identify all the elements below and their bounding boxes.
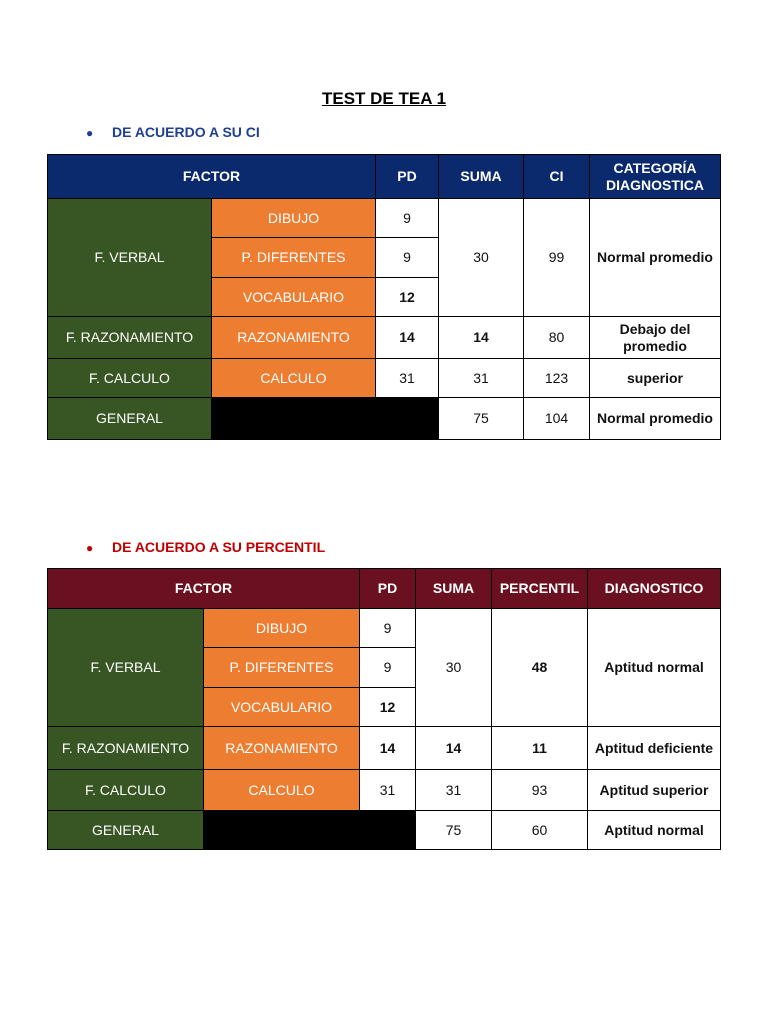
- pd-cell: 31: [360, 770, 416, 811]
- subfactor-cell: DIBUJO: [204, 609, 360, 648]
- factor-cell: F. VERBAL: [48, 199, 212, 317]
- header-suma: SUMA: [439, 155, 524, 199]
- suma-cell: 31: [416, 770, 492, 811]
- ci-cell: 99: [524, 199, 590, 317]
- bullet-icon: ●: [86, 126, 94, 140]
- table-row: [48, 359, 721, 398]
- suma-cell: 14: [416, 727, 492, 770]
- factor-cell: F. CALCULO: [48, 359, 212, 398]
- header-factor: FACTOR: [48, 155, 376, 199]
- diagnostico-cell: Aptitud normal: [588, 609, 721, 727]
- suma-cell: 31: [439, 359, 524, 398]
- ci-cell: 123: [524, 359, 590, 398]
- blank-black-cell: [204, 811, 416, 850]
- suma-cell: 14: [439, 317, 524, 359]
- header-pd: PD: [360, 569, 416, 609]
- header-pd: PD: [376, 155, 439, 199]
- subfactor-cell: RAZONAMIENTO: [204, 727, 360, 770]
- header-diagnostico: DIAGNOSTICO: [588, 569, 721, 609]
- factor-cell: GENERAL: [48, 811, 204, 850]
- diagnostico-cell: Aptitud deficiente: [588, 727, 721, 770]
- header-percentil: PERCENTIL: [492, 569, 588, 609]
- bullet-icon: ●: [86, 541, 94, 555]
- pd-cell: 9: [360, 609, 416, 648]
- percentil-cell: 93: [492, 770, 588, 811]
- category-cell: superior: [590, 359, 721, 398]
- header-categoria: CATEGORÍA DIAGNOSTICA: [590, 155, 721, 199]
- percentil-cell: 48: [492, 609, 588, 727]
- header-ci: CI: [524, 155, 590, 199]
- subfactor-cell: VOCABULARIO: [204, 688, 360, 727]
- page-title: TEST DE TEA 1: [321, 89, 447, 108]
- diagnostico-cell: Aptitud superior: [588, 770, 721, 811]
- ci-cell: 80: [524, 317, 590, 359]
- suma-cell: 30: [439, 199, 524, 317]
- percentil-cell: 11: [492, 727, 588, 770]
- ci-table: [47, 154, 721, 440]
- factor-cell: F. RAZONAMIENTO: [48, 727, 204, 770]
- factor-cell: GENERAL: [48, 398, 212, 440]
- table-row: [48, 398, 721, 440]
- subfactor-cell: VOCABULARIO: [212, 278, 376, 317]
- subfactor-cell: P. DIFERENTES: [204, 648, 360, 688]
- pd-cell: 9: [376, 238, 439, 278]
- table-row: [48, 199, 721, 238]
- table-row: [48, 811, 721, 850]
- suma-cell: 75: [416, 811, 492, 850]
- table-header-row: [48, 569, 721, 609]
- subfactor-cell: CALCULO: [204, 770, 360, 811]
- pd-cell: 31: [376, 359, 439, 398]
- section2-heading: [86, 539, 325, 555]
- suma-cell: 75: [439, 398, 524, 440]
- suma-cell: 30: [416, 609, 492, 727]
- pd-cell: 9: [376, 199, 439, 238]
- percentil-cell: 60: [492, 811, 588, 850]
- pd-cell: 14: [360, 727, 416, 770]
- pd-cell: 12: [376, 278, 439, 317]
- factor-cell: F. CALCULO: [48, 770, 204, 811]
- header-factor: FACTOR: [48, 569, 360, 609]
- section2-heading-text: DE ACUERDO A SU PERCENTIL: [112, 539, 326, 555]
- subfactor-cell: CALCULO: [212, 359, 376, 398]
- table-header-row: [48, 155, 721, 199]
- percentil-table: [47, 568, 721, 850]
- category-cell: Normal promedio: [590, 199, 721, 317]
- table-row: [48, 727, 721, 770]
- subfactor-cell: P. DIFERENTES: [212, 238, 376, 278]
- section1-heading: [86, 124, 260, 140]
- factor-cell: F. RAZONAMIENTO: [48, 317, 212, 359]
- table-row: [48, 317, 721, 359]
- factor-cell: F. VERBAL: [48, 609, 204, 727]
- category-cell: Debajo del promedio: [590, 317, 721, 359]
- table-row: [48, 770, 721, 811]
- diagnostico-cell: Aptitud normal: [588, 811, 721, 850]
- subfactor-cell: DIBUJO: [212, 199, 376, 238]
- pd-cell: 9: [360, 648, 416, 688]
- category-cell: Normal promedio: [590, 398, 721, 440]
- table-row: [48, 609, 721, 648]
- header-suma: SUMA: [416, 569, 492, 609]
- section1-heading-text: DE ACUERDO A SU CI: [112, 124, 260, 140]
- blank-black-cell: [212, 398, 439, 440]
- pd-cell: 12: [360, 688, 416, 727]
- ci-cell: 104: [524, 398, 590, 440]
- pd-cell: 14: [376, 317, 439, 359]
- subfactor-cell: RAZONAMIENTO: [212, 317, 376, 359]
